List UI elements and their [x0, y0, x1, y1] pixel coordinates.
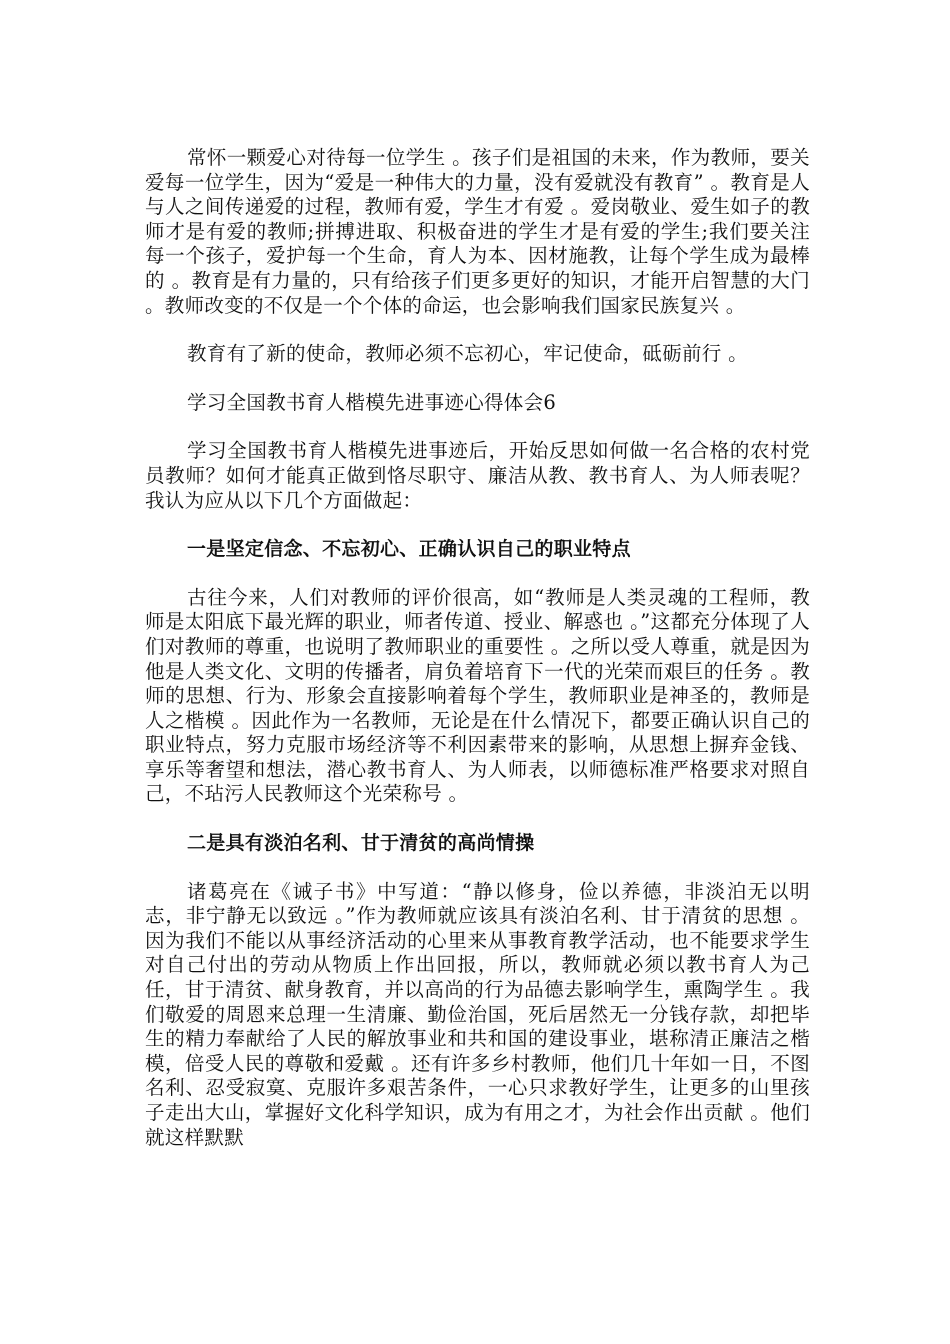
- heading-first-point: 一是坚定信念、不忘初心、正确认识自己的职业特点: [187, 538, 631, 561]
- paragraph-spacer: [145, 807, 810, 831]
- section-title: 学习全国教书育人楷模先进事迹心得体会6: [187, 390, 557, 414]
- heading-second-point: 二是具有淡泊名利、甘于清贫的高尚情操: [187, 832, 535, 855]
- paragraph-spacer: [145, 562, 810, 586]
- paragraph-spacer: [145, 856, 810, 880]
- paragraph-indifference-to-fame: 诸葛亮在《诫子书》中写道：“静以修身，俭以养德，非淡泊无以明志，非宁静无以致远 。”作为教师就应该具有淡泊名利、甘于清贫的思想 。因为我们不能以从事经济活动的心里来从事教育教学活动，也不能要求学生对自己付出的劳动从物质上作出回报，所以，教师就必须以教书育人为己任，甘于清贫、献身教育，并以高尚的行为品德去影响学生，熏陶学生 。我们敬爱的周恩来总理一生清廉、勤俭治国，死后居然无一分钱存款，却把毕生的精力奉献给了人民的解放事业和共和国的建设事业，堪称清正廉洁之楷模，倍受人民的尊敬和爱戴 。还有许多乡村教师，他们几十年如一日，不图名利、忍受寂寞、克服许多艰苦条件，一心只求教好学生，让更多的山里孩子走出大山，掌握好文化科学知识，成为有用之才，为社会作出贡献 。他们就这样默默: [145, 879, 810, 1149]
- document-page: [145, 146, 810, 1150]
- paragraph-spacer: [145, 513, 810, 537]
- paragraph-teacher-profession: 古往今来，人们对教师的评价很高，如“教师是人类灵魂的工程师，教师是太阳底下最光辉的职业，师者传道、授业、解惑也 。”这都充分体现了人们对教师的尊重，也说明了教师职业的重要性 。之所以受人尊重，就是因为他是人类文化、文明的传播者，肩负着培育下一代的光荣而艰巨的任务 。教师的思想、行为、形象会直接影响着每个学生，教师职业是神圣的，教师是人之楷模 。因此作为一名教师，无论是在什么情况下，都要正确认识自己的职业特点，努力克服市场经济等不利因素带来的影响，从思想上摒弃金钱、享乐等奢望和想法，潜心教书育人、为人师表，以师德标准严格要求对照自己，不玷污人民教师这个光荣称号 。: [145, 585, 810, 806]
- paragraph-spacer: [145, 318, 810, 342]
- paragraph-spacer: [145, 415, 810, 439]
- paragraph-spacer: [145, 367, 810, 391]
- paragraph-reflection: 学习全国教书育人楷模先进事迹后，开始反思如何做一名合格的农村党员教师？如何才能真正做到恪尽职守、廉洁从教、教书育人、为人师表呢？我认为应从以下几个方面做起：: [145, 439, 810, 512]
- paragraph-love-students: 常怀一颗爱心对待每一位学生 。孩子们是祖国的未来，作为教师，要关爱每一位学生，因为“爱是一种伟大的力量，没有爱就没有教育” 。教育是人与人之间传递爱的过程，教师有爱，学生才有爱 。爱岗敬业、爱生如子的教师才是有爱的教师;拼搏进取、积极奋进的学生才是有爱的学生;我们要关注每一个孩子，爱护每一个生命，育人为本、因材施教，让每个学生成为最棒的 。教育是有力量的，只有给孩子们更多更好的知识，才能开启智慧的大门 。教师改变的不仅是一个个体的命运，也会影响我们国家民族复兴 。: [145, 146, 810, 317]
- paragraph-new-mission: 教育有了新的使命，教师必须不忘初心，牢记使命，砥砺前行 。: [187, 342, 748, 366]
